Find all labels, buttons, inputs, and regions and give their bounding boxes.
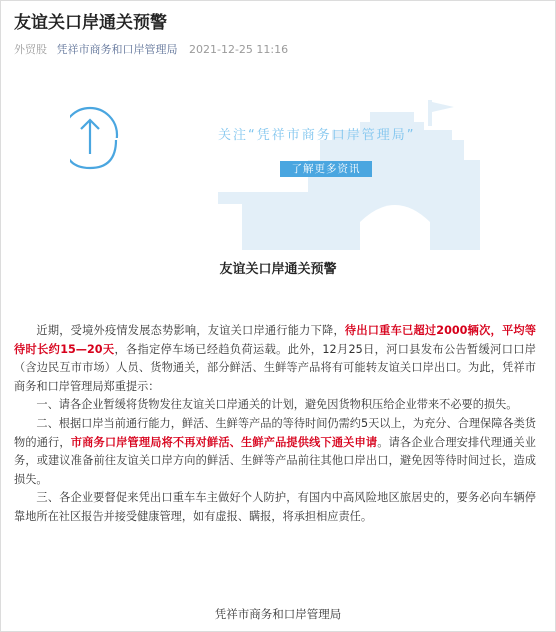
highlight-waiting-trucks: 待出口重车已超过2000辆次，平均等待时长约15—20天 [14,324,536,356]
follow-text: 关注“凭祥市商务口岸管理局” [218,128,416,143]
article-meta [14,41,288,57]
signature: 凭祥市商务和口岸管理局 [214,607,342,621]
article-title: 友谊关口岸通关预警 [14,13,167,33]
paragraph-intro [14,322,536,396]
learn-more-button[interactable]: 了解更多资讯 [280,161,372,177]
highlight-no-offline-application: 市商务口岸管理局将不再对鲜活、生鲜产品提供线下通关申请 [70,435,378,449]
article-source-link[interactable]: 凭祥市商务和口岸管理局 [56,43,178,56]
paragraph-point-1: 一、请各企业暂缓将货物发往友谊关口岸通关的计划，避免因货物积压给企业带来不必要的损失。 [36,398,518,412]
paragraph-point-2 [14,415,536,489]
paragraph-point-3: 三、各企业要督促来凭出口重车车主做好个人防护，有国内中高风险地区旅居史的，要务必向车辆停靠地所在社区报告并接受健康管理，如有虚报、瞒报，将承担相应责任。 [14,491,536,523]
content-heading: 友谊关口岸通关预警 [219,262,337,277]
article-body [14,322,536,527]
text-point-2-pre: 二、根据口岸当前通行能力，鲜活、生鲜等产品的等待时间仍需约5天以上，为充分、合理保障各类货物的通行， [14,416,536,449]
upload-cloud-icon [70,108,118,168]
text-intro-post: ，各指定停车场已经趋负荷运载。此外，12月25日，河口县发布公告暂缓河口口岸（含边民互市市场）人员、货物通关，部分鲜活、生鲜等产品将有可能转友谊关口岸出口。为此，凭祥市商务和口岸管理局郑重提示： [14,342,536,393]
text-point-2-post: 。请各企业合理安排代理通关业务，或建议准备前往友谊关口岸方向的鲜活、生鲜等产品前往其他口岸出口，避免因等待时间过长，造成损失。 [14,435,536,486]
article-datetime: 2021-12-25 11:16 [189,43,289,56]
text-intro-pre: 近期，受境外疫情发展态势影响，友谊关口岸通行能力下降， [36,324,345,337]
article-tag: 外贸股 [14,43,47,56]
